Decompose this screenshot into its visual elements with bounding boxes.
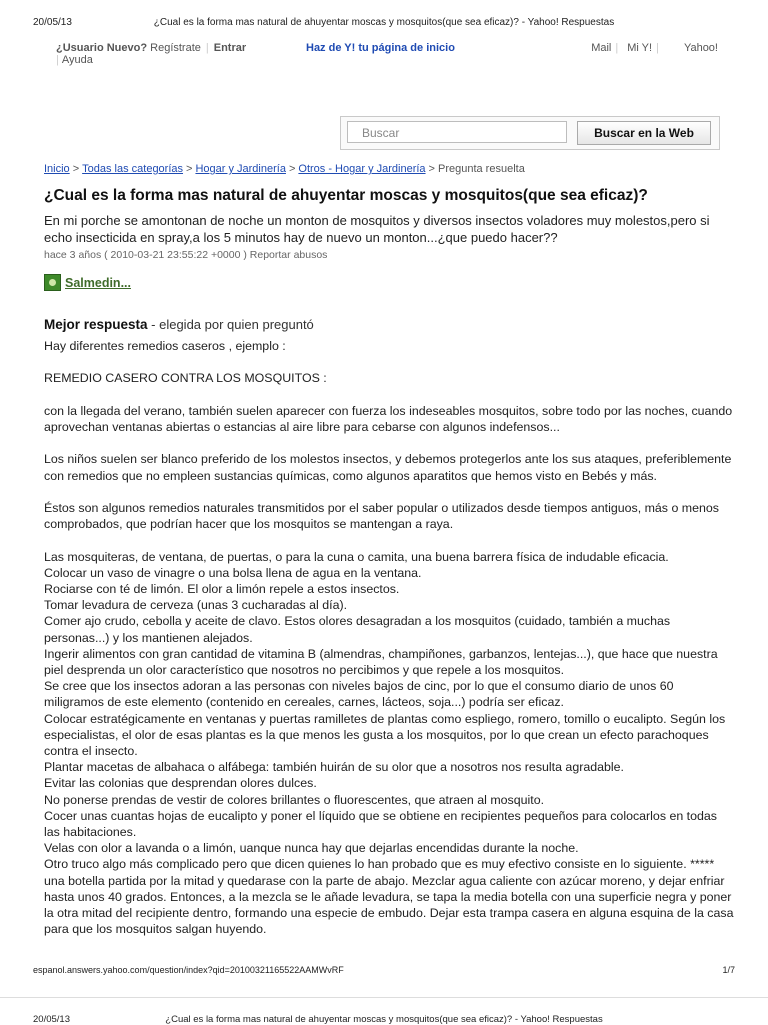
answer-paragraph: Rociarse con té de limón. El olor a limón repele a estos insectos. <box>44 581 400 596</box>
help-row: | Ayuda <box>56 54 93 66</box>
search-bar <box>340 116 720 150</box>
answer-paragraph: No ponerse prendas de vestir de colores brillantes o fluorescentes, que atraen al mosquito. <box>44 792 545 807</box>
print-title: ¿Cual es la forma mas natural de ahuyentar moscas y mosquitos(que sea eficaz)? - Yahoo! Respuestas <box>153 17 615 28</box>
answer-paragraph: REMEDIO CASERO CONTRA LOS MOSQUITOS : <box>44 371 327 386</box>
answer-paragraph <box>44 435 734 451</box>
breadcrumb: Inicio > Todas las categorías > Hogar y Jardinería > Otros - Hogar y Jardinería > Pregunta resuelta <box>44 163 525 175</box>
answer-paragraph: Las mosquiteras, de ventana, de puertas, o para la cuna o camita, una buena barrera física de indudable eficacia. <box>44 549 669 564</box>
search-web-button[interactable]: Buscar en la Web <box>577 121 711 145</box>
answer-paragraph: Los niños suelen ser blanco preferido de los molestos insectos, y debemos protegerlos ante los sus ataques, preferiblemente con remedios que no empleen sustancias químicas, como algunos aparatitos que hemos visto en Bebés y más. <box>44 452 732 483</box>
next-page-title: ¿Cual es la forma mas natural de ahuyentar moscas y mosquitos(que sea eficaz)? - Yahoo! Respuestas <box>165 1014 603 1025</box>
breadcrumb-current: Pregunta resuelta <box>437 163 525 175</box>
page-number: 1/7 <box>722 965 735 975</box>
help-link[interactable]: Ayuda <box>61 54 93 66</box>
answer-paragraph <box>44 532 734 548</box>
mail-link[interactable]: Mail <box>591 42 612 54</box>
print-date: 20/05/13 <box>33 17 72 28</box>
answer-paragraph: Cocer unas cuantas hojas de eucalipto y poner el líquido que se obtiene en recipientes pequeños para colocarlos en todas las habitaciones. <box>44 808 717 840</box>
breadcrumb-home[interactable]: Inicio <box>44 163 70 175</box>
service-links: Mail | Mi Y! | Yahoo! <box>591 42 718 54</box>
answer-paragraph: Comer ajo crudo, cebolla y aceite de clavo. Estos olores desagradan a los mosquitos (cuidado, también a muchas personas...) y los mantienen alejados. <box>44 614 671 645</box>
report-abuse-link[interactable]: Reportar abusos <box>249 249 328 261</box>
answer-paragraph: Tomar levadura de cerveza (unas 3 cucharadas al día). <box>44 598 348 613</box>
answer-paragraph: Plantar macetas de albahaca o alfábega: también huirán de su olor que a nosotros nos resulta agradable. <box>44 760 624 775</box>
answer-paragraph: Colocar estratégicamente en ventanas y puertas ramilletes de plantas como espliego, romero, tomillo o eucalipto. Según los especialistas, el olor de esas plantas es la que menos les gusta a los mosquitos, por lo que crean un efecto parachoques contra el insecto. <box>44 711 726 758</box>
answer-paragraph: Colocar un vaso de vinagre o una bolsa llena de agua en la ventana. <box>44 565 422 580</box>
answer-paragraph: Hay diferentes remedios caseros , ejemplo : <box>44 339 286 353</box>
breadcrumb-home-garden[interactable]: Hogar y Jardinería <box>195 163 286 175</box>
answer-paragraph: Evitar las colonias que desprendan olores dulces. <box>44 776 317 791</box>
answer-paragraph: Se cree que los insectos adoran a las personas con niveles bajos de cinc, por lo que el consumo diario de unos 60 miligramos de este elemento (contenido en cereales, carnes, lácteos, soja...) podría ser eficaz. <box>44 679 674 710</box>
answer-paragraph: Velas con olor a lavanda o a limón, uanque nunca hay que dejarlas encendidas durante la noche. <box>44 841 579 856</box>
answer-paragraph: con la llegada del verano, también suelen aparecer con fuerza los indeseables mosquitos, sobre todo por las noches, cuando aprovechan ventanas abiertas o estancias al aire libre para cebarse con algunos indefensos... <box>44 403 733 434</box>
user-links: ¿Usuario Nuevo? Regístrate | Entrar <box>56 42 247 54</box>
asker-name[interactable]: Salmedin... <box>65 276 131 290</box>
question-time: hace 3 años ( 2010-03-21 23:55:22 +0000 ) <box>44 249 247 261</box>
page-divider <box>0 997 768 998</box>
breadcrumb-other-home-garden[interactable]: Otros - Hogar y Jardinería <box>298 163 426 175</box>
my-yahoo-link[interactable]: Mi Y! <box>627 42 653 54</box>
next-page-date: 20/05/13 <box>33 1014 70 1025</box>
question-title: ¿Cual es la forma mas natural de ahuyentar moscas y mosquitos(que sea eficaz)? <box>44 187 648 204</box>
question-body: En mi porche se amontonan de noche un monton de mosquitos y diversos insectos voladores muy molestos,pero si echo insecticida en spray,a los 5 minutos hay de nuevo un monton...¿que puedo hacer?? <box>44 213 710 245</box>
search-input[interactable]: Buscar <box>347 121 567 143</box>
yahoo-link[interactable]: Yahoo! <box>683 42 718 54</box>
answer-paragraph <box>44 387 734 403</box>
top-bar <box>56 42 718 68</box>
best-answer-heading <box>44 317 314 332</box>
avatar[interactable] <box>44 274 61 291</box>
answer-paragraph: Éstos son algunos remedios naturales transmitidos por el saber popular o utilizados desde tiempos antiguos, más o menos comprobados, que podrían hacer que los mosquitos se mantengan a raya. <box>44 500 719 532</box>
register-link[interactable]: Regístrate <box>150 42 201 54</box>
answer-paragraph <box>44 484 734 500</box>
best-answer-text <box>44 338 734 937</box>
question-meta <box>44 249 327 261</box>
homepage-link[interactable]: Haz de Y! tu página de inicio <box>306 42 455 54</box>
chosen-by-label: - elegida por quien preguntó <box>147 317 314 332</box>
best-answer-label: Mejor respuesta <box>44 317 148 332</box>
breadcrumb-all-categories[interactable]: Todas las categorías <box>82 163 184 175</box>
answer-paragraph: Otro truco algo más complicado pero que dicen quienes lo han probado que es muy efectivo consiste en lo siguiente. ***** una botella partida por la mitad y quedarase con la parte de abajo. Mezclar agua caliente con azúcar moreno, y dejar enfriar hasta unos 40 grados. Entonces, a la mezcla se le añade levadura, se tapa la media botella con una superficie negra y poner la otra mitad del recipiente dentro, formando una especie de embudo. Dejar esta trampa casera en alguna esquina de la casa para que los mosquitos salgan huyendo. <box>44 857 734 937</box>
login-link[interactable]: Entrar <box>213 42 247 54</box>
new-user-label: ¿Usuario Nuevo? <box>56 42 148 54</box>
answer-paragraph <box>44 354 734 370</box>
page-url: espanol.answers.yahoo.com/question/index?qid=20100321165522AAMWvRF <box>33 965 344 975</box>
answer-paragraph: Ingerir alimentos con gran cantidad de vitamina B (almendras, champiñones, garbanzos, lentejas...), que hace que nuestra piel desprenda un olor característico que nosotros no percibimos y que repele a los mosquitos. <box>44 646 718 677</box>
